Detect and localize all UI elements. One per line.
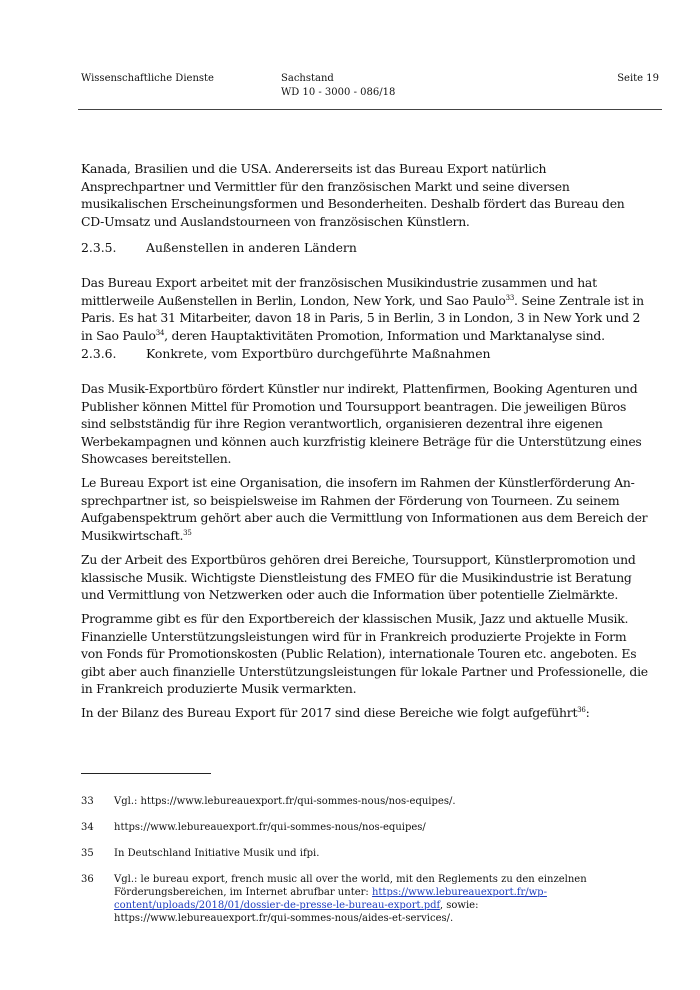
footnote-text-part: , sowie: https://www.lebureauexport.fr/qui-sommes-nous/aides-et-services/. [114,900,479,924]
paragraph-programmes: Programme gibt es für den Exportbereich der klassischen Musik, Jazz und aktuelle Musik. Finanzielle Unterstützungsleistungen wird für in Frankreich produzierte Projekte in Form von Fonds für Promotionskosten (Public Relation), internationale Touren etc. angeboten. Es gibt aber auch finanzielle Unterstützungsleistungen für lokale Partner und Professionelle, die in Frankreich produzierte Musik vermarkten. [81,611,648,696]
section-title: Außenstellen in anderen Ländern [146,240,357,255]
footnote-ref-35[interactable]: 35 [183,528,192,537]
section-title: Konkrete, vom Exportbüro durchgeführte Maßnahmen [146,346,491,361]
footnote-ref-33[interactable]: 33 [505,293,515,302]
footnote-ref-34[interactable]: 34 [155,328,165,337]
paragraph-text: : [585,705,590,720]
paragraph-text: , deren Hauptaktivitäten Promotion, Information und Marktanalyse sind. [164,327,605,343]
intro-paragraph: Kanada, Brasilien und die USA. Andererseits ist das Bureau Export natürlich Ansprechpartner und Vermittler für den französischen Markt und seine diversen musikalischen Erscheinungsformen und Besonderheiten. Deshalb fördert das Bureau den CD-Umsatz und Auslandstourneen von französischen Künstlern. [81,161,625,229]
paragraph-offices [81,274,649,344]
header-page-number: Seite 19 [617,73,659,84]
section-number: 2.3.5. [81,240,117,255]
footnote-ref-36[interactable]: 36 [577,705,586,714]
footnote-35 [81,847,641,860]
paragraph-funding: Das Musik-Exportbüro fördert Künstler nur indirekt, Plattenfirmen, Booking Agenturen und Publisher können Mittel für Promotion und Toursupport beantragen. Die jeweiligen Büros sind selbstständig für ihre Region verantwortlich, organisieren dezentral ihre eigenen Werbekampagnen und können auch kurzfristig kleinere Beträge für die Unterstützung eines Showcases bereitstellen. [81,381,642,466]
paragraph-organisation [81,474,649,544]
footnote-text: Vgl.: https://www.lebureauexport.fr/qui-sommes-nous/nos-equipes/. [114,796,456,807]
footnote-text-part: Vgl.: le bureau export, french music all over the world, mit den Reglements zu den einzelnen Förderungsbereichen, im Internet abrufbar unter: [114,874,587,898]
footnote-34 [81,821,641,834]
paragraph-text: In der Bilanz des Bureau Export für 2017 sind diese Bereiche wie folgt aufgeführt [81,705,578,720]
header-divider [78,109,662,110]
header-doc-number: WD 10 - 3000 - 086/18 [281,87,396,98]
section-number: 2.3.6. [81,346,117,361]
section-heading-2-3-5 [81,239,357,257]
footnote-number: 34 [81,822,94,833]
paragraph-areas: Zu der Arbeit des Exportbüros gehören drei Bereiche, Toursupport, Künstlerpromotion und klassische Musik. Wichtigste Dienstleistung des FMEO für die Musikindustrie ist Beratung und Vermittlung von Netzwerken oder auch die Information über potentielle Zielmärkte. [81,552,636,602]
paragraph-text: Le Bureau Export ist eine Organisation, die insofern im Rahmen der Künstlerförderung Ansprechpartner ist, so beispielsweise im Rahmen der Förderung von Tourneen. Zu seinem Aufgabenspektrum gehört aber auch die Vermittlung von Informationen aus dem Bereich der Musikwirtschaft. [81,475,648,543]
footnote-text: In Deutschland Initiative Musik und ifpi. [114,848,320,859]
footnote-link[interactable]: https://www.lebureauexport.fr/wp-content/uploads/2018/01/dossier-de-presse-le-bureau-export.pdf [114,887,547,911]
footnote-number: 36 [81,874,94,885]
footnote-36 [81,873,641,925]
header-department: Wissenschaftliche Dienste [81,73,214,84]
footnote-number: 35 [81,848,94,859]
paragraph-balance [81,704,649,722]
footnote-number: 33 [81,796,94,807]
footnote-text: https://www.lebureauexport.fr/qui-sommes-nous/nos-equipes/ [114,822,426,833]
footnote-text [114,873,641,925]
footnote-33 [81,795,641,808]
paragraph-text: . Seine Zentrale ist in Paris. Es hat 31 Mitarbeiter, davon 18 in Paris, 5 in Berlin, 3 in London, 3 in New York und 2 in Sao Paulo [81,292,644,343]
footnote-divider [81,773,211,774]
header-doc-type: Sachstand [281,73,334,84]
paragraph-text: Das Bureau Export arbeitet mit der französischen Musikindustrie zusammen und hat mittlerweile Außenstellen in Berlin, London, New York, und Sao Paulo [81,275,597,308]
section-heading-2-3-6 [81,345,491,363]
